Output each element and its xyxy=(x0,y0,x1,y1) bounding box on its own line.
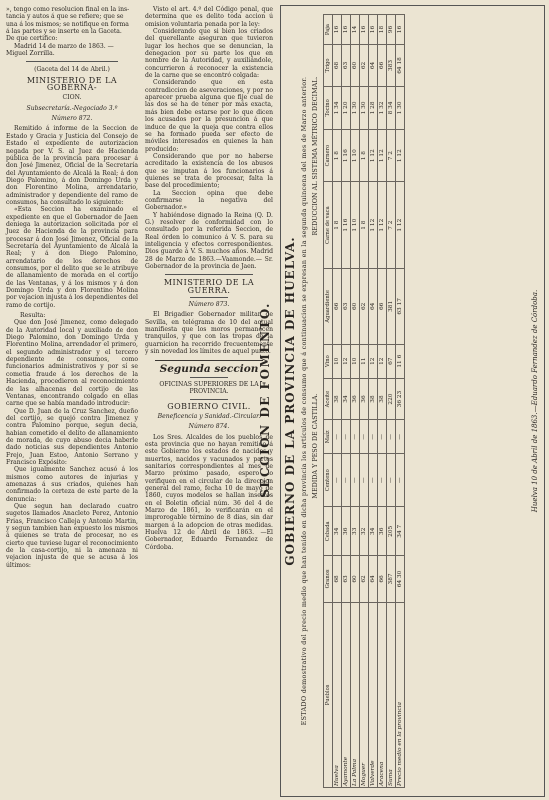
table-cell: 62 xyxy=(360,556,369,603)
statistics-table-box xyxy=(280,5,545,797)
table-cell: 38 xyxy=(333,378,342,420)
segunda-seccion: Segunda seccion xyxy=(159,363,259,376)
table-cell: 383 xyxy=(387,45,396,87)
row-label: Precio medio en la provincia xyxy=(396,602,405,787)
table-cell: — xyxy=(360,454,369,507)
table-subtitle: ESTADO demostrativo del precio medio que han tenido en dicha provincia los artículos de consumo que á continuacion se expresan en la segunda quincena del mes de Marzo anterior. xyxy=(300,76,308,726)
col1-line-2: tancia y autos á que se refiere; que se xyxy=(6,13,124,21)
table-cell: — xyxy=(396,454,405,507)
table-cell: 60 xyxy=(351,556,360,603)
divider xyxy=(165,274,253,275)
table-cell: 1 12 xyxy=(378,129,387,181)
table-cell: 66 xyxy=(378,556,387,603)
table-cell: 66 xyxy=(378,268,387,344)
divider xyxy=(190,399,228,400)
table-cell: 36 xyxy=(351,378,360,420)
table-cell: 36 xyxy=(360,378,369,420)
table-cell: 1 10 xyxy=(351,182,360,269)
table-cell: 16 xyxy=(333,15,342,45)
table-cell: — xyxy=(387,454,396,507)
table-cell: 387 xyxy=(387,556,396,603)
table-cell: 12 xyxy=(342,344,351,378)
table-cell: 64 30 xyxy=(396,556,405,603)
table-cell: 381 xyxy=(387,268,396,344)
table-cell: 1 28 xyxy=(369,86,378,129)
table-cell: 16 xyxy=(342,15,351,45)
table-cell: 205 xyxy=(387,507,396,556)
table-cell: — xyxy=(369,420,378,454)
row-label: Huelva xyxy=(333,602,342,787)
table-cell: 67 xyxy=(387,344,396,378)
table-cell: 38 xyxy=(378,378,387,420)
double-rule xyxy=(155,360,263,361)
col2-body-2: Considerando que si bien los criados del querellante aseguran que tuvieron lugar los hechos que se denuncian, la denegacion por su parte los que en nombre de la Autoridad, y auxiliándole, concurrieron á reconocer la existencia de la carne que se encontró colgada: xyxy=(145,28,273,80)
table-cell: — xyxy=(333,454,342,507)
table-cell: — xyxy=(378,454,387,507)
oficinas-heading: OFICINAS SUPERIORES DE LA PROVINCIA. xyxy=(159,380,259,396)
table-row xyxy=(378,15,387,788)
table-cell: 64 18 xyxy=(396,45,405,87)
table-cell: 63 xyxy=(342,556,351,603)
seccion-fomento: SECCION DE FOMENTO. xyxy=(258,302,272,498)
row-label: La Palma xyxy=(351,602,360,787)
table-cell: — xyxy=(396,420,405,454)
table-cell: 16 xyxy=(396,15,405,45)
table-cell: — xyxy=(387,420,396,454)
table-cell: — xyxy=(378,420,387,454)
table-cell: 8 34 xyxy=(387,86,396,129)
table-row xyxy=(396,15,405,788)
col2-body-1: Visto el art. 4.º del Código penal, que determina que es delito toda accion ú omision voluntaria penada por la ley: xyxy=(145,6,273,28)
numero-872: Número 872. xyxy=(51,115,93,123)
table-title: GOBIERNO DE LA PROVINCIA DE HUELVA. xyxy=(283,236,297,566)
header-pueblos: Pueblos xyxy=(324,602,333,787)
table-cell: 16 xyxy=(360,15,369,45)
col-header: Aguardiente xyxy=(324,268,333,344)
table-cell: 1 34 xyxy=(333,86,342,129)
row-label: Aracena xyxy=(378,602,387,787)
table-cell: 1 12 xyxy=(369,129,378,181)
table-row xyxy=(360,15,369,788)
col1-line-3: una á los mismos; se notifique en forma xyxy=(6,20,129,28)
table-cell: 1 8 xyxy=(360,129,369,181)
ministry-guerra: MINISTERIO DE LA GUERRA. xyxy=(163,278,255,295)
col2-body-5: La Seccion opina que debe confirmarse la negativa del Gobernador.» xyxy=(145,189,273,212)
table-cell: 66 xyxy=(378,45,387,87)
table-cell: 1 30 xyxy=(351,86,360,129)
ministry-heading: MINISTERIO DE LA GOBERNA- xyxy=(26,75,118,93)
table-cell: 1 12 xyxy=(396,129,405,181)
table-cell: — xyxy=(369,454,378,507)
table-cell: 1 30 xyxy=(360,86,369,129)
table-cell: — xyxy=(342,420,351,454)
right-header: REDUCCION AL SISTEMA MÉTRICO DECIMAL. xyxy=(311,76,319,236)
table-cell: 1 12 xyxy=(396,182,405,269)
resultas: Resulta: xyxy=(20,312,46,320)
table-cell: 1 12 xyxy=(378,182,387,269)
col1-body2-1: Que don José Jimenez, como delegado de la Autoridad local y auxiliado de don Diego Palomino, don Domingo Urda y Florentino Molina, arrendador el primero, el segundo administrador y el tercero dependiente de consumos, como funcionarios administrativos y por sí se cometia fraude á los derechos de la Hacienda, procedieron al reconocimiento de las alhacenas del cortijo de las Ventanas, encontrando colgado en ellas carne que se había mandado introducir: xyxy=(6,319,138,408)
col-header: Paja xyxy=(324,15,333,45)
divider xyxy=(190,377,228,378)
table-cell: 220 xyxy=(387,378,396,420)
table-cell: 64 xyxy=(369,45,378,87)
table-cell: 1 8 xyxy=(333,182,342,269)
col1-body-1: Remitido á informe de la Seccion de Estado y Gracia y Justicia del Consejo de Estado el expediente de autorizacion negada por V. S. al Juez de Hacienda pública de la provincia para procesar á don José Jimenez, Oficial de la Secretaría del Ayuntamiento de Alcalá la Real; á don Diego Palomino, á don Domingo Urda y don Florentino Molina, arrendatario, administrador y dependiente del ramo de consumos, ha consultado lo siguiente: xyxy=(6,125,138,206)
col2-body-6: Y habiéndose dignado la Reina (Q. D. G.) resolver de conformidad con lo consultado por la referida Seccion, de Real órden lo comunico á V. S. para su inteligencia y efectos correspondientes. Dios guarde á V. S. muchos años. Madrid 28 de Marzo de 1863.—Vaamonde.— Sr. Gobernador de la provincia de Jaen. xyxy=(145,211,273,271)
row-label: Moguer xyxy=(360,602,369,787)
table-cell: 1 16 xyxy=(342,129,351,181)
col-header: Centeno xyxy=(324,454,333,507)
table-cell: 63 xyxy=(342,45,351,87)
col-header: Carnero xyxy=(324,129,333,181)
table-row xyxy=(369,15,378,788)
divider xyxy=(190,297,228,298)
table-cell: 11 6 xyxy=(396,344,405,378)
col1-line-6: Madrid 14 de marzo de 1863. — xyxy=(14,42,114,50)
col-header: Vino xyxy=(324,344,333,378)
row-label: Ayamonte xyxy=(342,602,351,787)
column-1 xyxy=(6,6,138,569)
table-cell: 60 xyxy=(351,268,360,344)
col1-body2-2: Que D. Juan de la Cruz Sanchez, dueño del cortijo, se quejó contra Jimenez y contra Palomino porque, segun decia, habian cometido el delito de allanamiento de morada, de cuyo abuso decia haberle dado noticias sus dependientes Antonio Frejo, Juan Estoo, Antonio Serrano y Francisco Expósito: xyxy=(6,407,138,466)
table-cell: 18 xyxy=(378,15,387,45)
col1-line-1: », tengo como resolucion final en la ins- xyxy=(6,6,130,13)
table-cell: 1 16 xyxy=(342,182,351,269)
table-cell: 1 20 xyxy=(342,86,351,129)
col1-line-5: De que certifico: xyxy=(6,35,58,43)
numero-873: Número 873. xyxy=(188,301,230,309)
col1-body2-3: Que igualmente Sanchez acusó á los mismos como autores de injurias y amenazas á sus criados, quienes han confirmado la certeza de este parte de la denuncia: xyxy=(6,466,138,503)
col-header: Carne de vaca xyxy=(324,182,333,269)
circular-body: Los Sres. Alcaldes de los pueblos de esta provincia que no hayan remitido á este Gobierno los estados de nacidos y muertos, nacidos y vacunados y partes sanitarios correspondientes al mes de Marzo próximo pasado, espero lo verifiquen en el circular de la direccion general del ramo, fecha 10 de mayo de 1860, cuyos modelos se hallan insertos en el Boletin oficial núm. 36 del 4 de Marzo de 1861, lo verificarán en el improrogable término de 8 dias, sin dar margen á la adopcion de otras medidas. Huelva 12 de Abril de 1863. —El Gobernador, Eduardo Fernandez de Córdoba. xyxy=(145,433,273,551)
table-cell: 1 12 xyxy=(369,182,378,269)
table-cell: — xyxy=(342,454,351,507)
table-cell: 36 23 xyxy=(396,378,405,420)
table-cell: 66 xyxy=(333,268,342,344)
table-cell: 33 xyxy=(351,507,360,556)
table-cell: 64 xyxy=(369,556,378,603)
table-cell: 36 xyxy=(342,507,351,556)
subsecretaria: Subsecretaría.-Negociado 3.º xyxy=(26,104,118,112)
table-cell: 12 xyxy=(369,344,378,378)
table-cell: 10 xyxy=(351,344,360,378)
table-cell: 7 2 xyxy=(387,182,396,269)
ministry-heading-2: CION. xyxy=(62,94,82,102)
col-header: Granos xyxy=(324,556,333,603)
col-header: Tocino xyxy=(324,86,333,129)
col1-line-7: Miguel Zorrilla. xyxy=(6,50,55,58)
price-table xyxy=(323,14,405,788)
table-row xyxy=(333,15,342,788)
table-cell: 60 xyxy=(351,45,360,87)
table-cell: 1 8 xyxy=(333,129,342,181)
guerra-body: El Brigadier Gobernador militar de Sevilla, en telégrama de 10 del actual manifiesta que los moros permanecen tranquilos, y que con las tropas de la guarnicion ha recorrido frecuentemente y sin novedad los límites de aquel punto. xyxy=(145,311,273,356)
table-cell: — xyxy=(333,420,342,454)
table-cell: 7 2 xyxy=(387,129,396,181)
col1-body-2: «Esta Seccion ha examinado el expediente en que el Gobernador de Jaen deniega la autorizacion solicitada por el Juez de Hacienda de la provincia para procesar á don José Jimenez, Oficial de la Secretaría del Ayuntamiento de Alcalá la Real; y á don Diego Palomino, arrendatario de los derechos de consumos, por el delito que se le atribuye de allanamiento de morada en el cortijo de las Ventanas, y á los mismos y á don Domingo Urda y don Florentino Molina por vejacion injusta á los dependientes del ramo de cortijo. xyxy=(6,206,138,309)
table-cell: 1 10 xyxy=(351,129,360,181)
gazette-date: (Gaceta del 14 de Abril.) xyxy=(34,66,110,74)
col1-line-4: á las partes y se inserte en la Gaceta. xyxy=(6,28,122,36)
table-cell: 34 xyxy=(369,507,378,556)
numero-874: Número 874. xyxy=(188,423,230,431)
table-cell: 1 32 xyxy=(378,86,387,129)
fomento-strip xyxy=(250,0,278,800)
col-header: Maíz xyxy=(324,420,333,454)
gobierno-civil: GOBIERNO CIVIL. xyxy=(167,401,251,411)
table-row xyxy=(342,15,351,788)
col2-body-3: Considerando que en esta contradiccion de aseveraciones, y por no aparecer prueba alguna que fije cual de las dos se ha de tener por más exacta, más bien debe estarse por lo que dicen los acusados por la presuncion á que induce de que la queja que contra ellos se ha formado pueda ser efecto de móviles interesados en quienes la han producido: xyxy=(145,79,273,153)
table-cell: 62 xyxy=(360,268,369,344)
col1-body2-4: Que segun han declarado cuatro sugetos llamados Anacleto Perez, Antonio Frias, Francisco Calleja y Antonio Martin, y segun tambien han expuesto los mismos á quienes se trata de procesar, no es cierto que tuviese lugar el reconocimiento de la casa-cortijo, ni la amenaza ni vejacion injusta de que se acusa á los últimos: xyxy=(6,503,138,569)
table-cell: — xyxy=(351,420,360,454)
table-cell: 16 xyxy=(369,15,378,45)
table-cell: 32 xyxy=(360,507,369,556)
row-label: Valverde xyxy=(369,602,378,787)
table-header-row xyxy=(324,15,333,788)
table-cell: 1 30 xyxy=(396,86,405,129)
table-cell: 68 xyxy=(333,556,342,603)
table-cell: 11 xyxy=(360,344,369,378)
table-cell: 12 xyxy=(378,344,387,378)
table-cell: 96 xyxy=(387,15,396,45)
table-cell: 14 xyxy=(351,15,360,45)
table-row xyxy=(351,15,360,788)
table-cell: 63 xyxy=(342,268,351,344)
table-cell: — xyxy=(351,454,360,507)
table-cell: 62 xyxy=(360,45,369,87)
table-cell: 10 xyxy=(333,344,342,378)
table-cell: 68 xyxy=(333,45,342,87)
row-label: Suma xyxy=(387,602,396,787)
col-header: Trigo xyxy=(324,45,333,87)
table-cell: 64 xyxy=(369,268,378,344)
table-cell: 34 xyxy=(333,507,342,556)
divider xyxy=(26,61,118,62)
table-body xyxy=(333,15,405,788)
table-signature: Huelva 10 de Abril de 1863.—Eduardo Fernandez de Córdoba. xyxy=(531,289,539,513)
table-cell: 38 xyxy=(369,378,378,420)
table-cell: 36 xyxy=(378,507,387,556)
table-cell: 34 7 xyxy=(396,507,405,556)
col-header: Aceite xyxy=(324,378,333,420)
table-cell: 63 17 xyxy=(396,268,405,344)
table-cell: 1 8 xyxy=(360,182,369,269)
rotated-table xyxy=(281,6,544,796)
table-cell: 34 xyxy=(342,378,351,420)
col2-body-4: Considerando que por no haberse acreditado la existencia de los abusos que se imputan á los funcionarios á quienes se trata de procesar, falta la base del procedimiento; xyxy=(145,152,273,190)
beneficencia: Beneficencia y Sanidad.-Circular. xyxy=(157,412,261,420)
table-cell: — xyxy=(360,420,369,454)
table-row xyxy=(387,15,396,788)
left-header: MEDIDA Y PESO DE CASTILLA. xyxy=(311,393,319,499)
col-header: Cebada xyxy=(324,507,333,556)
